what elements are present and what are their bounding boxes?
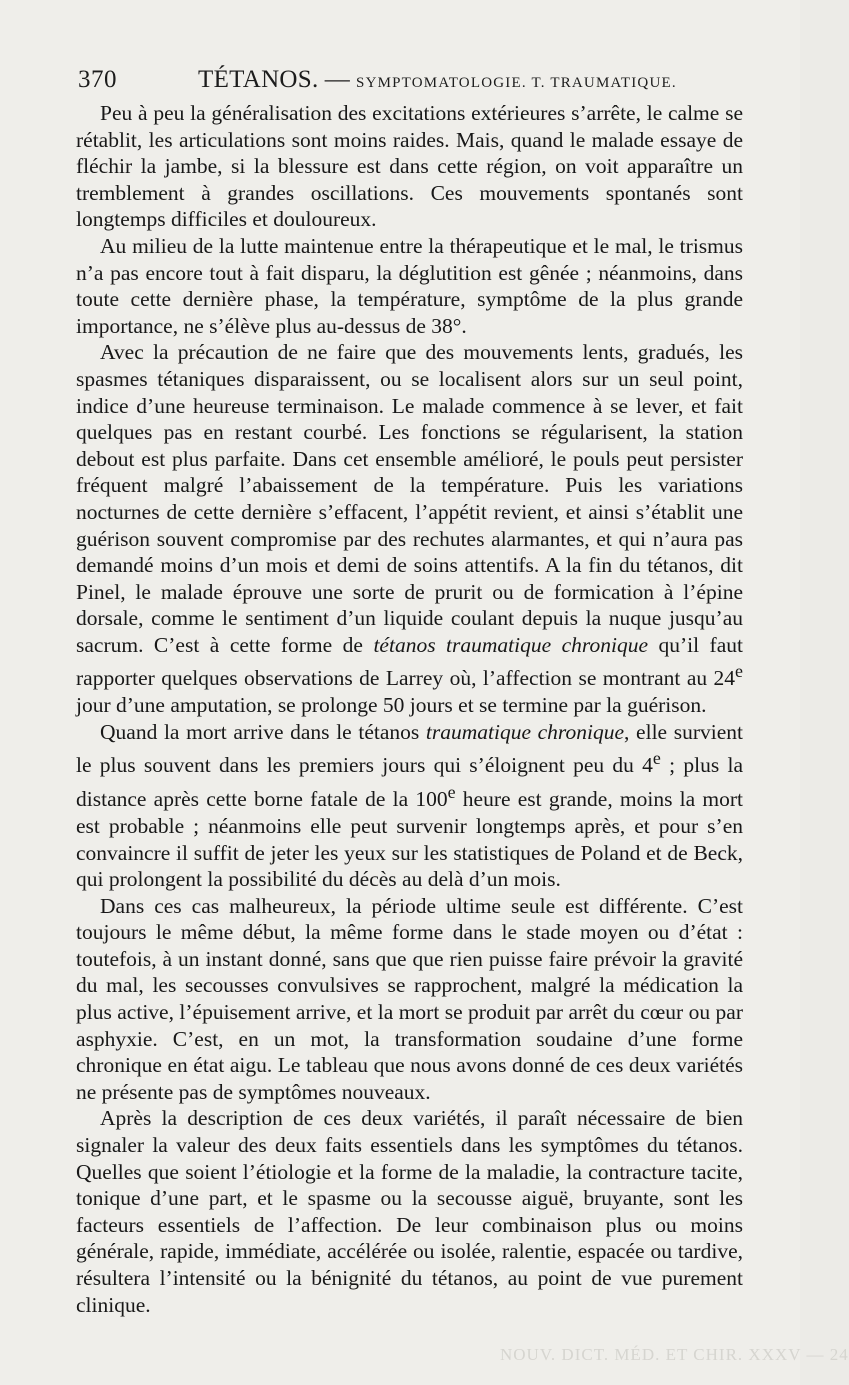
paragraph	[76, 339, 743, 718]
bleed-through-footer: NOUV. DICT. MÉD. ET CHIR. XXXV — 24	[500, 1345, 849, 1364]
paragraph-text: Avec la précaution de ne faire que des mouvements lents, gradués, les spasmes tétaniques disparaissent, ou se localisent alors sur un seul point, indice d’une heureuse terminaison. Le malade commence à se lever, et fait quelques pas en restant courbé. Les fonctions se régularisent, la station debout est plus parfaite. Dans cet ensemble amélioré, le pouls peut persister fréquent malgré l’abaissement de la température. Puis les variations nocturnes de cette dernière s’effacent, l’appétit revient, et ainsi s’établit une guérison souvent compromise par des rechutes alarmantes, et qui n’aura pas demandé moins d’un mois et demi de soins attentifs. A la fin du tétanos, dit Pinel, le malade éprouve une sorte de prurit ou de formication à l’épine dorsale, comme le sentiment d’un liquide coulant depuis la nuque jusqu’au sacrum. C’est à cette forme de	[76, 340, 743, 657]
paragraph-text: ; plus la distance après cette borne fatale de la 100	[76, 753, 743, 812]
paragraph-text: , elle survient le plus souvent dans les premiers jours qui s’éloignent peu du 4	[76, 719, 743, 778]
superscript: e	[652, 748, 661, 769]
paragraph: Après la description de ces deux variétés, il paraît nécessaire de bien signaler la valeur des deux faits essentiels dans les symptômes du tétanos. Quelles que soient l’étiologie et la forme de la maladie, la contracture tacite, tonique d’une part, et le spasme ou la secousse aiguë, bruyante, sont les facteurs essentiels de l’affection. De leur combinaison plus ou moins générale, rapide, immédiate, accélérée ou isolée, ralentie, espacée ou tardive, résultera l’intensité ou la bénignité du tétanos, au point de vue purement clinique.	[76, 1106, 743, 1317]
paragraph: Peu à peu la généralisation des excitations extérieures s’arrête, le calme se rétablit, les articulations sont moins raides. Mais, quand le malade essaye de fléchir la jambe, si la blessure est dans cette région, on voit apparaître un tremblement à grandes oscillations. Ces mouvements spontanés sont longtemps difficiles et douloureux.	[76, 101, 743, 232]
running-header	[78, 64, 743, 98]
page-number: 370	[78, 66, 117, 93]
running-title	[198, 66, 677, 94]
running-title-main: TÉTANOS.	[198, 66, 319, 93]
superscript: e	[447, 782, 456, 803]
paragraph-text: Quand la mort arrive dans le tétanos	[100, 719, 426, 744]
running-title-separator: —	[318, 66, 357, 93]
superscript: e	[735, 661, 743, 682]
italic-term: tétanos traumatique chronique	[373, 632, 648, 657]
paragraph: Dans ces cas malheureux, la période ultime seule est différente. C’est toujours le même début, la même forme dans le stade moyen ou d’état : toutefois, à un instant donné, sans que que rien puisse faire prévoir la gravité du mal, les secousses convulsives se rapprochent, malgré la médication la plus active, l’épuisement arrive, et la mort se produit par arrêt du cœur ou par asphyxie. C’est, en un mot, la transformation soudaine d’une forme chronique en état aigu. Le tableau que nous avons donné de ces deux variétés ne présente pas de symptômes nouveaux.	[76, 893, 743, 1104]
italic-term: traumatique chronique	[425, 719, 625, 744]
body-text	[76, 100, 743, 1318]
paragraph-text: jour d’une amputation, se prolonge 50 jours et se termine par la guérison.	[76, 693, 707, 718]
running-title-subtitle: SYMPTOMATOLOGIE. T. TRAUMATIQUE.	[356, 75, 677, 91]
paragraph: Au milieu de la lutte maintenue entre la thérapeutique et le mal, le trismus n’a pas encore tout à fait disparu, la déglutition est gênée ; néanmoins, dans toute cette dernière phase, la température, symptôme de la plus grande importance, ne s’élève plus au-dessus de 38°.	[76, 233, 743, 338]
paragraph-text: qu’il faut rapporter quelques observations de Larrey où, l’affection se montrant au 24	[76, 632, 743, 691]
paragraph-text: heure est grande, moins la mort est probable ; néanmoins elle peut survenir longtemps après, et pour s’en convaincre il suffit de jeter les yeux sur les statistiques de Poland et de Beck, qui prolongent la possibilité du décès au delà d’un mois.	[76, 787, 744, 892]
paragraph	[76, 719, 743, 893]
